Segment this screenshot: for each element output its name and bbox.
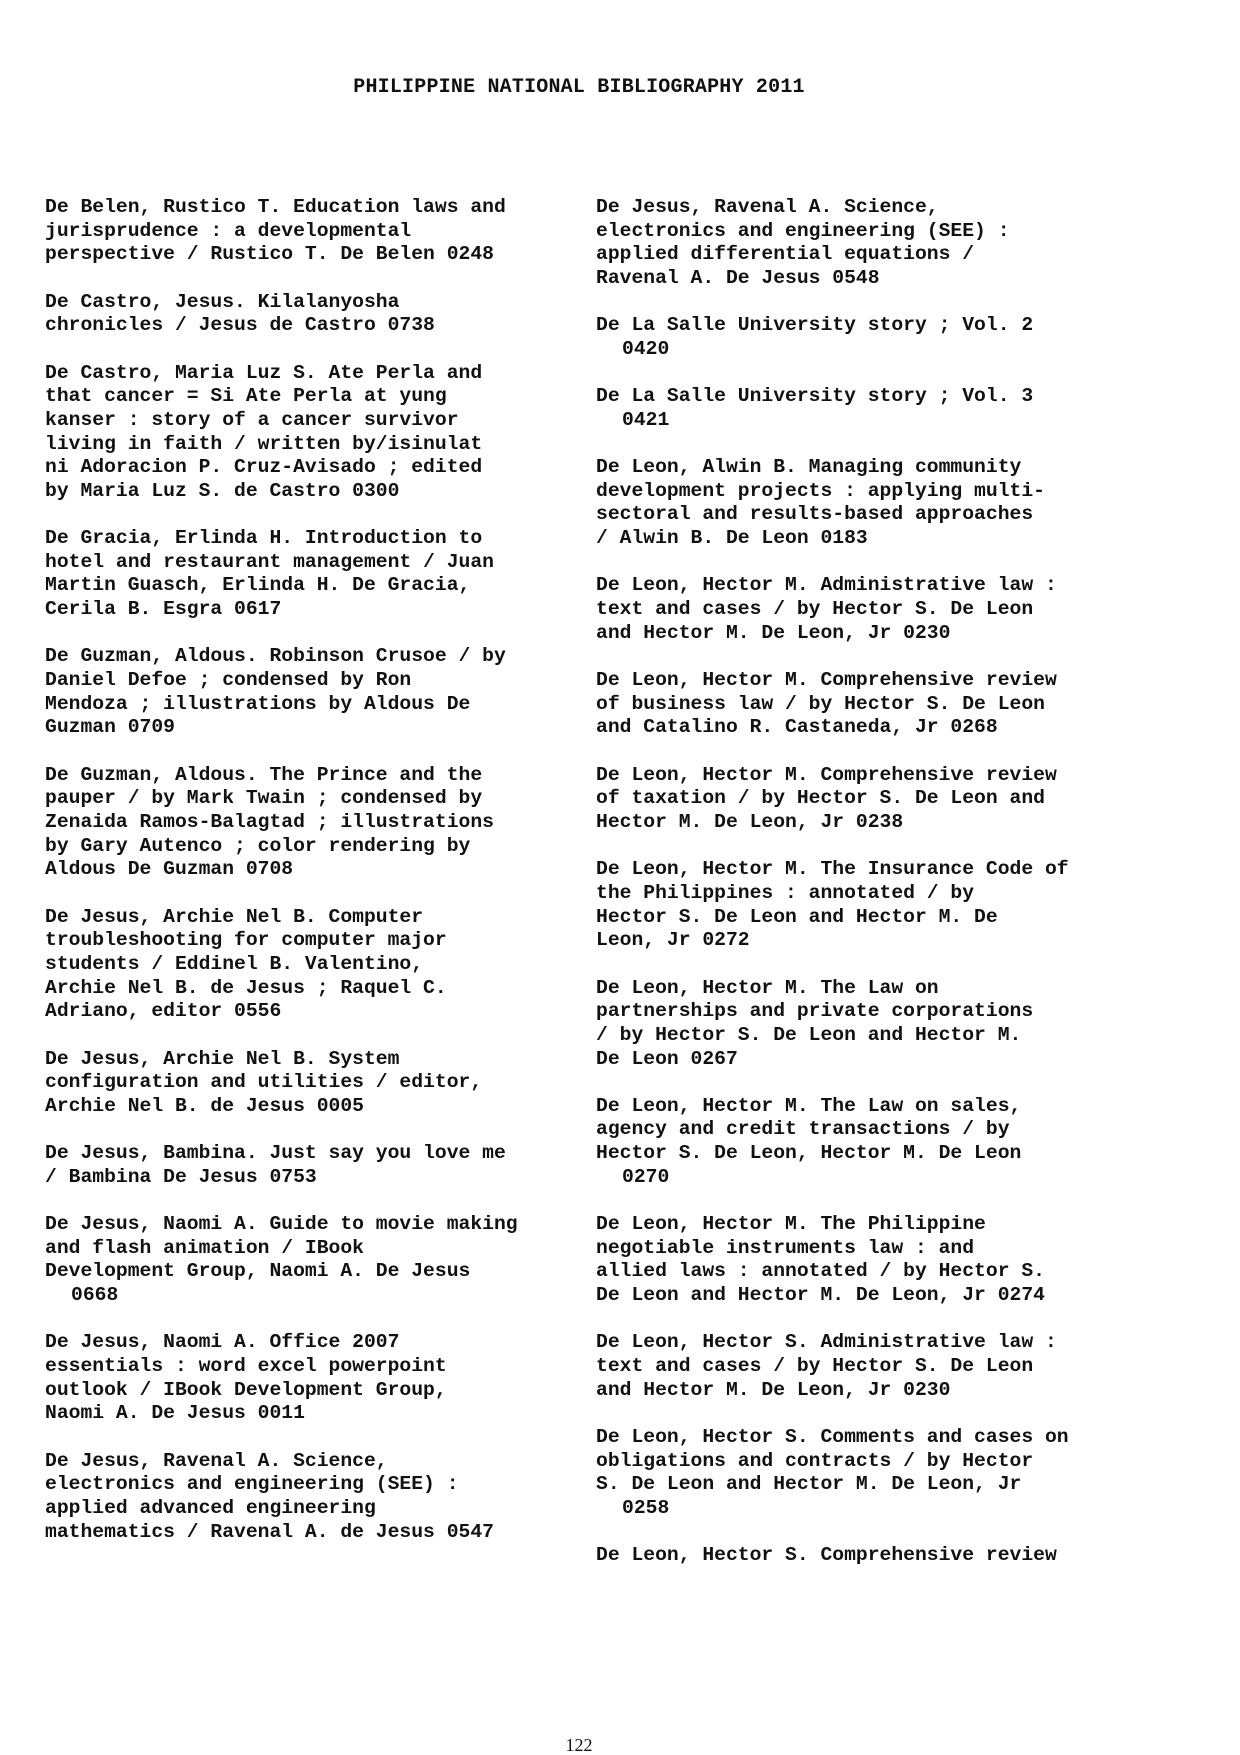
entry-line: Archie Nel B. de Jesus ; Raquel C. bbox=[45, 976, 447, 999]
bibliography-entry bbox=[45, 291, 565, 338]
entry-line: text and cases / by Hector S. De Leon bbox=[596, 598, 1034, 621]
bibliography-entry bbox=[596, 1213, 1156, 1308]
entry-line: De Guzman, Aldous. The Prince and the bbox=[45, 763, 483, 786]
control-number: 0420 bbox=[622, 337, 670, 360]
entry-line: De Leon, Alwin B. Managing community bbox=[596, 456, 1022, 479]
control-number: 0421 bbox=[622, 408, 670, 431]
entry-line: Naomi A. De Jesus 0011 bbox=[45, 1402, 305, 1425]
entry-line: chronicles / Jesus de Castro 0738 bbox=[45, 314, 435, 337]
bibliography-entry bbox=[596, 456, 1156, 551]
entry-line: the Philippines : annotated / by bbox=[596, 881, 975, 904]
entry-line: De Jesus, Ravenal A. Science, bbox=[596, 196, 939, 218]
entry-line: and Hector M. De Leon, Jr 0230 bbox=[596, 1378, 951, 1401]
entry-line: De Leon, Hector S. Comprehensive review bbox=[596, 1544, 1057, 1567]
entry-line: De Belen, Rustico T. Education laws and bbox=[45, 196, 506, 218]
entry-line: De Leon, Hector M. The Law on bbox=[596, 976, 939, 999]
entry-line: De La Salle University story ; Vol. 2 bbox=[596, 314, 1034, 337]
entry-line: essentials : word excel powerpoint bbox=[45, 1355, 447, 1377]
entry-line: kanser : story of a cancer survivor bbox=[45, 408, 459, 431]
bibliography-entry bbox=[596, 764, 1156, 835]
bibliography-entry bbox=[45, 1142, 565, 1189]
page-number: 122 bbox=[565, 1735, 593, 1755]
entry-line: De Castro, Maria Luz S. Ate Perla and bbox=[45, 361, 483, 384]
entry-line: outlook / IBook Development Group, bbox=[45, 1378, 447, 1401]
entry-line: / Bambina De Jesus 0753 bbox=[45, 1165, 317, 1188]
entry-line: Mendoza ; illustrations by Aldous De bbox=[45, 692, 471, 715]
entry-line: by Gary Autenco ; color rendering by bbox=[45, 834, 471, 857]
entry-line: and Catalino R. Castaneda, Jr 0268 bbox=[596, 716, 998, 739]
entry-line: De Leon, Hector M. Comprehensive review bbox=[596, 669, 1057, 692]
entry-line: text and cases / by Hector S. De Leon bbox=[596, 1354, 1034, 1377]
entry-line: of taxation / by Hector S. De Leon and bbox=[596, 787, 1045, 810]
bibliography-entry bbox=[596, 196, 1156, 291]
entry-line: agency and credit transactions / by bbox=[596, 1118, 1010, 1141]
entry-line: De Castro, Jesus. Kilalanyosha bbox=[45, 290, 400, 313]
left-column bbox=[45, 196, 565, 1568]
entry-line: negotiable instruments law : and bbox=[596, 1236, 975, 1259]
entry-line: Ravenal A. De Jesus 0548 bbox=[596, 266, 880, 289]
bibliography-entry bbox=[45, 1048, 565, 1119]
entry-line: / Alwin B. De Leon 0183 bbox=[596, 527, 868, 550]
entry-line: that cancer = Si Ate Perla at yung bbox=[45, 385, 447, 408]
control-number: 0270 bbox=[622, 1165, 670, 1188]
bibliography-entry bbox=[45, 1331, 565, 1426]
page-title: PHILIPPINE NATIONAL BIBLIOGRAPHY 2011 bbox=[353, 76, 805, 99]
entry-line: / by Hector S. De Leon and Hector M. bbox=[596, 1023, 1022, 1046]
entry-line: Development Group, Naomi A. De Jesus bbox=[45, 1260, 471, 1283]
entry-line: jurisprudence : a developmental bbox=[45, 219, 412, 242]
entry-line: and Hector M. De Leon, Jr 0230 bbox=[596, 621, 951, 644]
entry-line: De Jesus, Naomi A. Guide to movie making bbox=[45, 1213, 518, 1236]
entry-line: De Leon, Hector S. Comments and cases on bbox=[596, 1425, 1069, 1448]
entry-line: Aldous De Guzman 0708 bbox=[45, 858, 294, 881]
entry-line: pauper / by Mark Twain ; condensed by bbox=[45, 787, 483, 810]
entry-line: De Jesus, Archie Nel B. Computer bbox=[45, 905, 424, 928]
bibliography-entry bbox=[596, 977, 1156, 1072]
bibliography-entry bbox=[45, 196, 565, 267]
entry-line: De Jesus, Ravenal A. Science, bbox=[45, 1449, 388, 1472]
entry-line: Cerila B. Esgra 0617 bbox=[45, 598, 282, 621]
entry-line: De Leon, Hector M. Administrative law : bbox=[596, 574, 1057, 597]
entry-line: Daniel Defoe ; condensed by Ron bbox=[45, 669, 412, 692]
entry-line: development projects : applying multi- bbox=[596, 479, 1045, 502]
entry-line: Adriano, editor 0556 bbox=[45, 1000, 282, 1023]
bibliography-entry bbox=[45, 362, 565, 504]
control-number: 0668 bbox=[71, 1284, 119, 1307]
entry-line: hotel and restaurant management / Juan bbox=[45, 550, 494, 573]
bibliography-entry bbox=[596, 385, 1156, 432]
entry-line: by Maria Luz S. de Castro 0300 bbox=[45, 479, 400, 502]
entry-line: Zenaida Ramos-Balagtad ; illustrations bbox=[45, 810, 494, 833]
entry-line: De Jesus, Bambina. Just say you love me bbox=[45, 1142, 506, 1165]
entry-line: De Gracia, Erlinda H. Introduction to bbox=[45, 527, 483, 550]
control-number: 0258 bbox=[622, 1496, 670, 1519]
entry-line: sectoral and results-based approaches bbox=[596, 503, 1034, 526]
entry-line: obligations and contracts / by Hector bbox=[596, 1449, 1034, 1472]
entry-line: Martin Guasch, Erlinda H. De Gracia, bbox=[45, 574, 471, 597]
bibliography-entry bbox=[596, 1331, 1156, 1402]
entry-line: ni Adoracion P. Cruz-Avisado ; edited bbox=[45, 456, 483, 479]
entry-line: students / Eddinel B. Valentino, bbox=[45, 952, 424, 975]
entry-line: Hector M. De Leon, Jr 0238 bbox=[596, 810, 904, 833]
entry-line: Hector S. De Leon, Hector M. De Leon bbox=[596, 1142, 1022, 1165]
entry-line: De Leon, Hector M. The Insurance Code of bbox=[596, 858, 1069, 881]
bibliography-entry bbox=[45, 645, 565, 740]
entry-line: configuration and utilities / editor, bbox=[45, 1071, 483, 1094]
bibliography-entry bbox=[45, 527, 565, 622]
bibliography-entry bbox=[596, 669, 1156, 740]
entry-line: De Leon, Hector S. Administrative law : bbox=[596, 1331, 1057, 1354]
entry-line: electronics and engineering (SEE) : bbox=[45, 1473, 459, 1496]
entry-line: partnerships and private corporations bbox=[596, 1000, 1034, 1023]
entry-line: applied differential equations / bbox=[596, 243, 975, 266]
bibliography-entry bbox=[596, 314, 1156, 361]
bibliography-entry bbox=[596, 1544, 1156, 1568]
entry-line: and flash animation / IBook bbox=[45, 1236, 364, 1259]
bibliography-entry bbox=[45, 906, 565, 1024]
entry-line: Hector S. De Leon and Hector M. De bbox=[596, 905, 998, 928]
bibliography-entry bbox=[45, 1213, 565, 1308]
bibliography-entry bbox=[45, 1450, 565, 1545]
entry-line: mathematics / Ravenal A. de Jesus 0547 bbox=[45, 1520, 494, 1543]
entry-line: electronics and engineering (SEE) : bbox=[596, 219, 1010, 242]
bibliography-entry bbox=[596, 858, 1156, 953]
bibliography-entry bbox=[45, 764, 565, 882]
entry-line: De Leon 0267 bbox=[596, 1047, 738, 1070]
entry-line: of business law / by Hector S. De Leon bbox=[596, 692, 1045, 715]
entry-line: troubleshooting for computer major bbox=[45, 929, 447, 952]
entry-line: allied laws : annotated / by Hector S. bbox=[596, 1260, 1045, 1283]
bibliography-entry bbox=[596, 1095, 1156, 1190]
bibliography-entry bbox=[596, 574, 1156, 645]
entry-line: living in faith / written by/isinulat bbox=[45, 432, 483, 455]
entry-line: perspective / Rustico T. De Belen 0248 bbox=[45, 243, 494, 266]
entry-line: S. De Leon and Hector M. De Leon, Jr bbox=[596, 1473, 1022, 1496]
entry-line: De Leon, Hector M. The Philippine bbox=[596, 1213, 986, 1236]
entry-line: Guzman 0709 bbox=[45, 716, 175, 739]
entry-line: De Leon, Hector M. Comprehensive review bbox=[596, 763, 1057, 786]
bibliography-entry bbox=[596, 1426, 1156, 1521]
entry-line: Leon, Jr 0272 bbox=[596, 929, 750, 952]
entry-line: De La Salle University story ; Vol. 3 bbox=[596, 385, 1034, 408]
entry-line: De Leon, Hector M. The Law on sales, bbox=[596, 1094, 1022, 1117]
entry-line: De Jesus, Archie Nel B. System bbox=[45, 1047, 400, 1070]
entry-line: De Leon and Hector M. De Leon, Jr 0274 bbox=[596, 1284, 1045, 1307]
entry-line: De Guzman, Aldous. Robinson Crusoe / by bbox=[45, 645, 506, 668]
entry-line: Archie Nel B. de Jesus 0005 bbox=[45, 1094, 364, 1117]
right-column bbox=[596, 196, 1156, 1592]
entry-line: applied advanced engineering bbox=[45, 1496, 376, 1519]
entry-line: De Jesus, Naomi A. Office 2007 bbox=[45, 1331, 400, 1354]
